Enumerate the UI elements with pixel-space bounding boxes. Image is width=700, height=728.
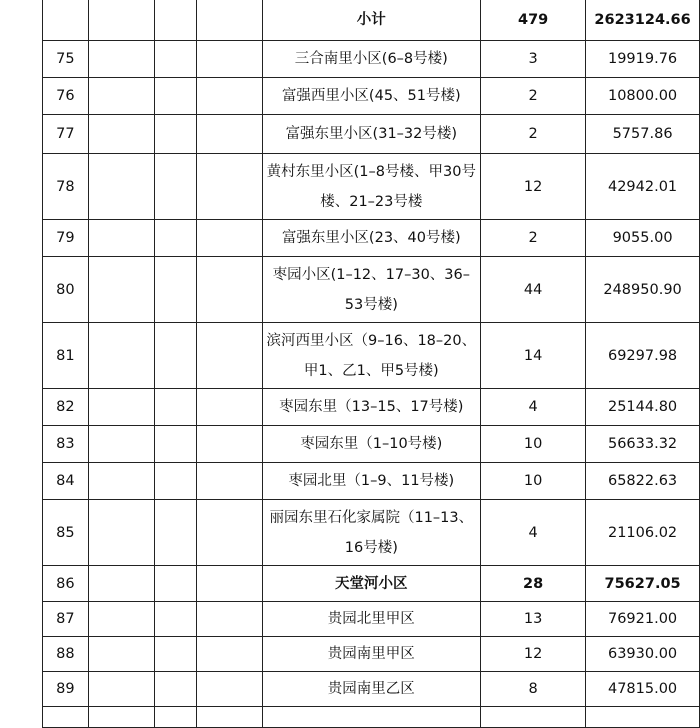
row-number-cell: 84 [43, 463, 89, 500]
community-name-cell: 枣园小区(1–12、17–30、36–53号楼) [262, 257, 481, 323]
blank-cell [88, 154, 154, 220]
household-count-cell: 3 [481, 41, 586, 78]
blank-cell [197, 257, 262, 323]
amount-cell: 10800.00 [586, 78, 700, 115]
blank-cell [197, 323, 262, 389]
blank-cell [154, 707, 196, 728]
amount-cell: 75627.05 [586, 566, 700, 602]
blank-cell [197, 78, 262, 115]
row-number-cell: 80 [43, 257, 89, 323]
community-name-cell: 贵园南里乙区 [262, 672, 481, 707]
blank-cell [197, 154, 262, 220]
row-number-cell: 75 [43, 41, 89, 78]
blank-cell [197, 566, 262, 602]
blank-cell [88, 41, 154, 78]
blank-cell [88, 672, 154, 707]
blank-cell [88, 566, 154, 602]
table-row [43, 257, 700, 323]
household-count-cell: 14 [481, 323, 586, 389]
table-row [43, 463, 700, 500]
table-row [43, 602, 700, 637]
row-number-cell: 76 [43, 78, 89, 115]
row-number-cell: 81 [43, 323, 89, 389]
community-name-cell: 三合南里小区(6–8号楼) [262, 41, 481, 78]
blank-cell [197, 41, 262, 78]
blank-cell [154, 389, 196, 426]
community-name-cell: 小计 [262, 0, 481, 41]
table-row [43, 426, 700, 463]
blank-cell [154, 637, 196, 672]
blank-cell [154, 426, 196, 463]
household-count-cell [481, 707, 586, 728]
amount-cell: 63930.00 [586, 637, 700, 672]
row-number-cell: 82 [43, 389, 89, 426]
amount-cell: 69297.98 [586, 323, 700, 389]
table-row [43, 41, 700, 78]
household-count-cell: 4 [481, 500, 586, 566]
blank-cell [197, 220, 262, 257]
household-count-cell: 8 [481, 672, 586, 707]
community-name-cell: 丽园东里石化家属院（11–13、16号楼) [262, 500, 481, 566]
row-number-cell: 79 [43, 220, 89, 257]
table-row [43, 323, 700, 389]
table-row [43, 78, 700, 115]
blank-cell [154, 41, 196, 78]
blank-cell [88, 257, 154, 323]
table-row [43, 637, 700, 672]
amount-cell: 25144.80 [586, 389, 700, 426]
table-row [43, 500, 700, 566]
table-row [43, 0, 700, 41]
row-number-cell: 77 [43, 115, 89, 154]
blank-cell [154, 154, 196, 220]
blank-cell [197, 707, 262, 728]
amount-cell [586, 707, 700, 728]
blank-cell [154, 500, 196, 566]
household-count-cell: 13 [481, 602, 586, 637]
table-row [43, 389, 700, 426]
community-name-cell: 枣园东里（13–15、17号楼) [262, 389, 481, 426]
blank-cell [197, 426, 262, 463]
row-number-cell: 87 [43, 602, 89, 637]
amount-cell: 65822.63 [586, 463, 700, 500]
community-name-cell: 富强东里小区(31–32号楼) [262, 115, 481, 154]
amount-cell: 2623124.66 [586, 0, 700, 41]
amount-cell: 42942.01 [586, 154, 700, 220]
table-body [43, 0, 700, 728]
blank-cell [88, 115, 154, 154]
blank-cell [197, 0, 262, 41]
household-count-cell: 28 [481, 566, 586, 602]
blank-cell [154, 463, 196, 500]
blank-cell [88, 500, 154, 566]
blank-cell [197, 463, 262, 500]
amount-cell: 248950.90 [586, 257, 700, 323]
blank-cell [88, 602, 154, 637]
blank-cell [88, 707, 154, 728]
amount-cell: 76921.00 [586, 602, 700, 637]
blank-cell [197, 500, 262, 566]
table-row [43, 566, 700, 602]
amount-cell: 21106.02 [586, 500, 700, 566]
blank-cell [197, 389, 262, 426]
row-number-cell: 86 [43, 566, 89, 602]
blank-cell [197, 602, 262, 637]
table-row [43, 707, 700, 728]
row-number-cell: 78 [43, 154, 89, 220]
blank-cell [154, 323, 196, 389]
household-count-cell: 44 [481, 257, 586, 323]
community-name-cell: 枣园东里（1–10号楼) [262, 426, 481, 463]
table-row [43, 672, 700, 707]
blank-cell [154, 602, 196, 637]
blank-cell [197, 637, 262, 672]
community-name-cell: 枣园北里（1–9、11号楼) [262, 463, 481, 500]
household-count-cell: 10 [481, 426, 586, 463]
row-number-cell [43, 0, 89, 41]
community-name-cell: 滨河西里小区（9–16、18–20、甲1、乙1、甲5号楼) [262, 323, 481, 389]
blank-cell [88, 426, 154, 463]
community-name-cell [262, 707, 481, 728]
amount-cell: 56633.32 [586, 426, 700, 463]
blank-cell [88, 220, 154, 257]
household-count-cell: 2 [481, 78, 586, 115]
blank-cell [88, 78, 154, 115]
household-count-cell: 2 [481, 115, 586, 154]
blank-cell [88, 637, 154, 672]
household-count-cell: 4 [481, 389, 586, 426]
community-name-cell: 天堂河小区 [262, 566, 481, 602]
blank-cell [154, 257, 196, 323]
amount-cell: 9055.00 [586, 220, 700, 257]
community-name-cell: 贵园南里甲区 [262, 637, 481, 672]
table-row [43, 154, 700, 220]
community-name-cell: 富强西里小区(45、51号楼) [262, 78, 481, 115]
blank-cell [88, 463, 154, 500]
community-name-cell: 富强东里小区(23、40号楼) [262, 220, 481, 257]
row-number-cell: 88 [43, 637, 89, 672]
blank-cell [88, 389, 154, 426]
blank-cell [154, 566, 196, 602]
blank-cell [154, 78, 196, 115]
blank-cell [154, 0, 196, 41]
blank-cell [197, 672, 262, 707]
table-row [43, 115, 700, 154]
row-number-cell [43, 707, 89, 728]
blank-cell [154, 672, 196, 707]
housing-subsidy-table [42, 0, 700, 728]
household-count-cell: 2 [481, 220, 586, 257]
row-number-cell: 89 [43, 672, 89, 707]
blank-cell [154, 220, 196, 257]
row-number-cell: 85 [43, 500, 89, 566]
household-count-cell: 12 [481, 154, 586, 220]
amount-cell: 19919.76 [586, 41, 700, 78]
row-number-cell: 83 [43, 426, 89, 463]
blank-cell [154, 115, 196, 154]
amount-cell: 5757.86 [586, 115, 700, 154]
household-count-cell: 12 [481, 637, 586, 672]
household-count-cell: 479 [481, 0, 586, 41]
blank-cell [88, 0, 154, 41]
table-row [43, 220, 700, 257]
amount-cell: 47815.00 [586, 672, 700, 707]
blank-cell [197, 115, 262, 154]
household-count-cell: 10 [481, 463, 586, 500]
community-name-cell: 黄村东里小区(1–8号楼、甲30号楼、21–23号楼 [262, 154, 481, 220]
community-name-cell: 贵园北里甲区 [262, 602, 481, 637]
blank-cell [88, 323, 154, 389]
